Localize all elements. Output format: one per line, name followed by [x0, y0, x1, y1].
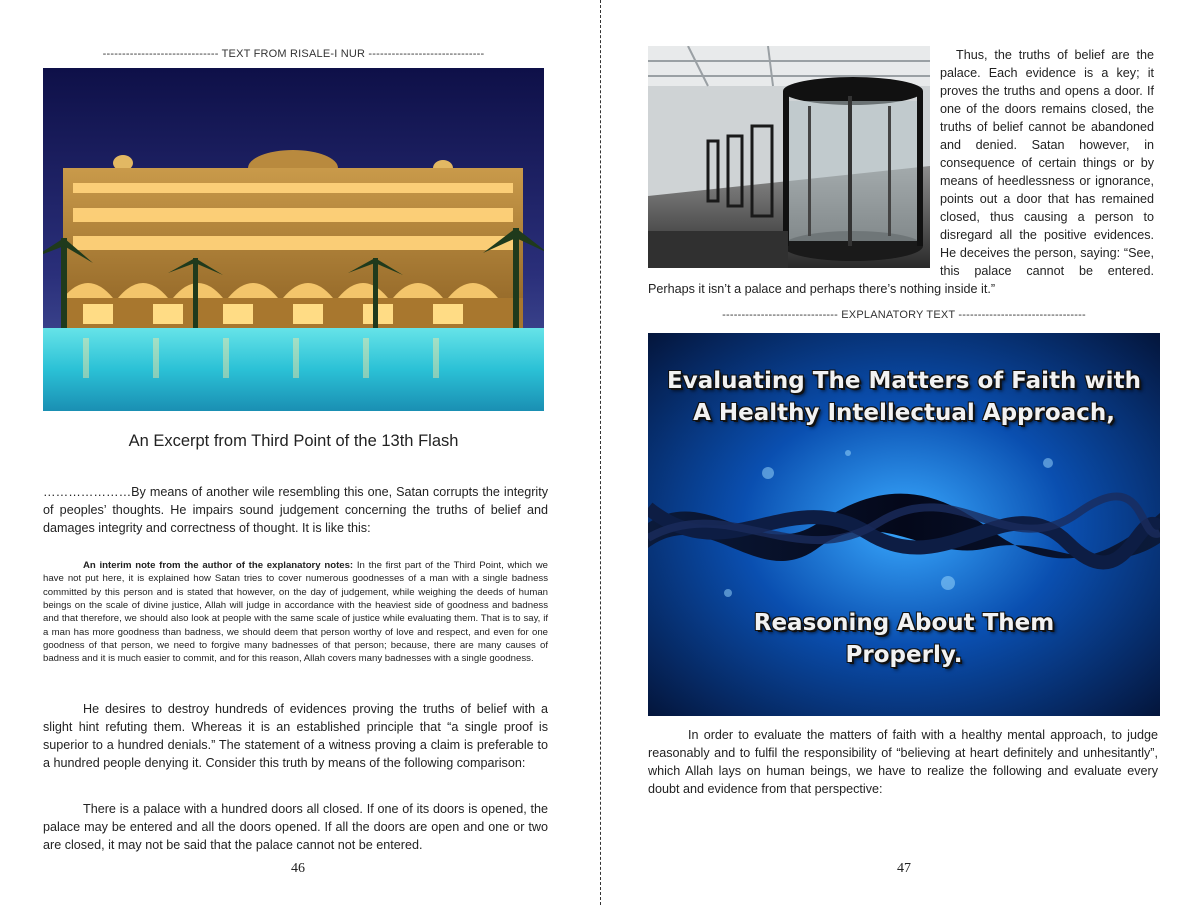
banner-title-line-2: A Healthy Intellectual Approach,	[693, 400, 1115, 426]
right-paragraph-1: Thus, the truths of belief are the palace. Each evidence is a key; it proves the truths and opens a door. If one of the doors remains closed, the truths of belief cannot be abandoned and denied. Satan however, in consequence of certain things or by means of heedlessness or ignorance, points out a door that has remained closed, thus causing a person to disregard all the positive evidences. He deceives the person, saying: “See, this palace cannot be entered. Perhaps it isn’t a palace and perhaps there’s nothing inside it.”	[648, 48, 1154, 296]
left-paragraph-3: There is a palace with a hundred doors all closed. If one of its doors is opened, the palace may be entered and all the doors opened. If all the doors are open and one or two are closed, it may not be said that the palace cannot not be entered.	[43, 802, 548, 852]
left-paragraph-1: …………………By means of another wile resembling this one, Satan corrupts the integrity of peoples’ thoughts. He impairs sound judgement concerning the truths of belief and damages integrity and correctness of thought. It is like this:	[43, 485, 548, 535]
float-spacer	[648, 46, 940, 270]
page-number-left: 46	[291, 861, 305, 876]
section-header-risale: ------------------------------ TEXT FROM RISALE-I NUR ------------------------------	[102, 48, 485, 60]
interim-note-lead: An interim note from the author of the explanatory notes:	[83, 560, 354, 571]
page-number-right: 47	[897, 861, 911, 876]
right-paragraph-2: In order to evaluate the matters of faith with a healthy mental approach, to judge reasonably and to fulfil the responsibility of “believing at heart definitely and unhesitantly”, which Allah lays on human beings, we have to realize the following and evaluate every doubt and evidence from that perspective:	[648, 728, 1158, 796]
page-spine-divider	[600, 0, 601, 905]
banner-title-line-4: Properly.	[845, 642, 963, 668]
left-paragraph-2: He desires to destroy hundreds of evidences proving the truths of belief with a slight hint refuting them. Whereas it is an established principle that “a single proof is superior to a hundred denials.” The statement of a witness proving a claim is preferable to a hundred people denying it. Consider this truth by means of the following comparison:	[43, 702, 548, 770]
interim-note-body: In the first part of the Third Point, which we have not put here, it is explained how Satan tries to cover numerous goodnesses of a man with a single badness committed by this person and is stated that however, on the day of judgement, while weighing the deeds of human beings on the scale of divine justice, Allah will judge in accordance with the heaviest side of goodness and badness and that therefore, we should also look at people with the same scale of justice while evaluating them. That is to say, if a man has more goodness than badness, we should deem that person worthy of love and respect, and even for one goodness of that person, we need to forgive many badnesses of that person; because, there are many causes of badness and it is much easier to commit, and for this reason, Allah covers many badnesses with a single goodness.	[43, 560, 548, 665]
banner-title-line-1: Evaluating The Matters of Faith with	[667, 368, 1141, 394]
section-header-explanatory: ------------------------------ EXPLANATORY TEXT ---------------------------------	[722, 309, 1086, 321]
palace-hotel-photo	[43, 68, 544, 411]
interim-note	[43, 559, 548, 666]
right-paragraph-1-container	[648, 46, 1154, 298]
title-banner	[648, 333, 1160, 716]
excerpt-title: An Excerpt from Third Point of the 13th Flash	[128, 432, 459, 450]
banner-title-line-3: Reasoning About Them	[753, 610, 1055, 636]
